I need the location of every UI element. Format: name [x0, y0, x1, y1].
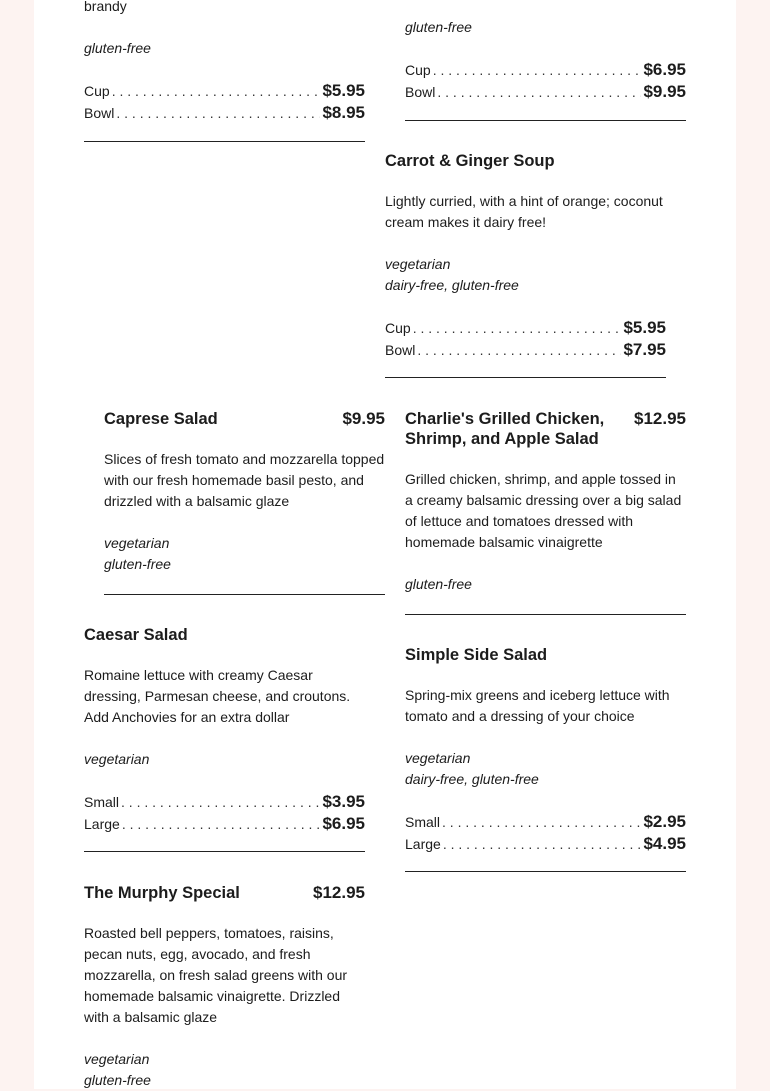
item-tag: vegetarian	[405, 750, 471, 766]
item-tag: dairy-free, gluten-free	[385, 277, 519, 293]
price-amount: $7.95	[623, 340, 666, 359]
price-row-large	[84, 813, 365, 835]
item-tag: vegetarian	[84, 751, 150, 767]
divider	[385, 377, 666, 378]
menu-item-prev-right	[405, 17, 686, 103]
item-description: Lightly curried, with a hint of orange; coconut cream makes it dairy free!	[385, 193, 663, 230]
item-tag: gluten-free	[405, 576, 472, 592]
menu-item-prev-left	[84, 0, 365, 124]
price-row-large	[405, 833, 686, 855]
item-title: Caprese Salad	[104, 410, 218, 428]
price-row-bowl	[405, 81, 686, 103]
dot-leader	[121, 792, 320, 813]
item-tag: vegetarian	[84, 1051, 150, 1067]
price-row-cup	[385, 317, 666, 339]
price-label: Bowl	[84, 105, 115, 121]
item-price: $12.95	[313, 883, 365, 902]
price-label: Large	[405, 836, 441, 852]
price-row-bowl	[385, 339, 666, 361]
item-description: Roasted bell peppers, tomatoes, raisins, pecan nuts, egg, avocado, and fresh mozzarella, on fresh salad greens with our homemade balsamic vinaigrette. Drizzled with a balsamic glaze	[84, 925, 348, 1025]
price-amount: $5.95	[623, 318, 666, 337]
menu-item-caprese-salad	[104, 409, 385, 575]
price-label: Small	[405, 814, 441, 830]
item-price: $9.95	[342, 409, 385, 428]
price-row-cup	[84, 80, 365, 102]
dot-leader	[442, 812, 641, 833]
item-description: brandy	[84, 0, 127, 14]
divider	[405, 120, 686, 121]
dot-leader	[437, 82, 641, 103]
price-amount: $4.95	[643, 834, 686, 853]
price-label: Large	[84, 816, 120, 832]
price-amount: $5.95	[322, 81, 365, 100]
price-row-small	[405, 811, 686, 833]
item-description: Slices of fresh tomato and mozzarella topped with our fresh homemade basil pesto, and drizzled with a balsamic glaze	[104, 451, 385, 509]
item-title: Caesar Salad	[84, 626, 188, 644]
menu-page	[34, 0, 736, 1089]
price-row-cup	[405, 59, 686, 81]
divider	[84, 141, 365, 142]
item-price: $12.95	[634, 409, 686, 428]
price-amount: $2.95	[643, 812, 686, 831]
dot-leader	[413, 318, 622, 339]
price-label: Bowl	[405, 84, 436, 100]
item-tag: gluten-free	[84, 1072, 151, 1088]
item-tag: gluten-free	[104, 556, 171, 572]
menu-item-charlies-salad	[405, 409, 686, 595]
price-label: Cup	[405, 62, 431, 78]
item-tag: vegetarian	[385, 256, 451, 272]
price-amount: $6.95	[643, 60, 686, 79]
menu-item-caesar-salad	[84, 625, 365, 835]
item-description: Romaine lettuce with creamy Caesar dressing, Parmesan cheese, and croutons. Add Anchovies for an extra dollar	[84, 667, 351, 725]
item-tag: gluten-free	[405, 19, 472, 35]
item-tag: gluten-free	[84, 40, 151, 56]
price-row-bowl	[84, 102, 365, 124]
item-header	[104, 409, 385, 429]
price-row-small	[84, 791, 365, 813]
dot-leader	[116, 103, 320, 124]
item-title: The Murphy Special	[84, 884, 240, 902]
divider	[405, 614, 686, 615]
item-tag: vegetarian	[104, 535, 170, 551]
price-label: Cup	[385, 320, 411, 336]
item-description: Grilled chicken, shrimp, and apple tossed in a creamy balsamic dressing over a big salad of lettuce and tomatoes dressed with homemade balsamic vinaigrette	[405, 471, 682, 550]
dot-leader	[433, 60, 642, 81]
price-label: Cup	[84, 83, 110, 99]
price-label: Small	[84, 794, 120, 810]
item-title: Charlie's Grilled Chicken, Shrimp, and Apple Salad	[405, 410, 605, 448]
dot-leader	[417, 340, 621, 361]
price-amount: $9.95	[643, 82, 686, 101]
dot-leader	[122, 814, 321, 835]
dot-leader	[443, 834, 642, 855]
divider	[84, 851, 365, 852]
item-tag: dairy-free, gluten-free	[405, 771, 539, 787]
divider	[104, 594, 385, 595]
item-header	[84, 883, 365, 903]
menu-item-simple-side-salad	[405, 645, 686, 855]
item-title: Carrot & Ginger Soup	[385, 152, 555, 170]
menu-item-carrot-ginger-soup	[385, 151, 666, 361]
divider	[405, 871, 686, 872]
price-amount: $6.95	[322, 814, 365, 833]
menu-item-murphy-special	[84, 883, 365, 1091]
item-title: Simple Side Salad	[405, 646, 548, 664]
price-amount: $8.95	[322, 103, 365, 122]
item-description: Spring-mix greens and iceberg lettuce with tomato and a dressing of your choice	[405, 687, 670, 724]
price-label: Bowl	[385, 342, 416, 358]
price-amount: $3.95	[322, 792, 365, 811]
dot-leader	[112, 81, 321, 102]
item-header	[405, 409, 686, 449]
